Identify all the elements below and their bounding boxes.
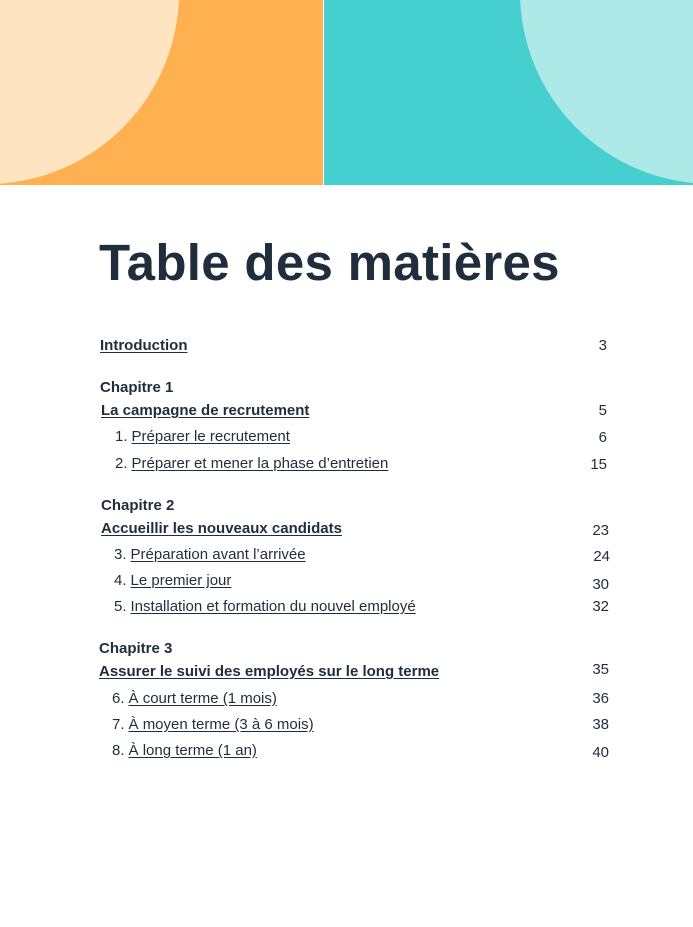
toc-item-link[interactable]: Préparer le recrutement bbox=[131, 428, 290, 445]
toc-introduction-page: 3 bbox=[598, 337, 607, 354]
toc-item-3-page: 24 bbox=[593, 548, 610, 565]
toc-item-link[interactable]: À long terme (1 an) bbox=[128, 742, 257, 759]
toc-item-link[interactable]: À moyen terme (3 à 6 mois) bbox=[128, 716, 314, 733]
toc-item-link[interactable]: Installation et formation du nouvel employé bbox=[130, 598, 416, 615]
toc-item-number: 7. bbox=[112, 716, 125, 733]
toc-item-3[interactable] bbox=[114, 546, 306, 564]
toc-item-7-page: 38 bbox=[592, 716, 609, 733]
toc-item-number: 4. bbox=[114, 572, 127, 589]
toc-item-link[interactable]: Préparer et mener la phase d’entretien bbox=[131, 455, 389, 472]
toc-item-8-page: 40 bbox=[592, 744, 609, 761]
banner-orange-panel bbox=[0, 0, 323, 185]
toc-item-5[interactable] bbox=[114, 598, 416, 616]
toc-item-link[interactable]: Préparation avant l’arrivée bbox=[130, 546, 306, 563]
page-title: Table des matières bbox=[99, 234, 560, 291]
chapter-2-heading: Chapitre 2 bbox=[101, 497, 175, 514]
toc-item-number: 2. bbox=[115, 455, 128, 472]
toc-item-6-page: 36 bbox=[592, 690, 609, 707]
toc-item-link[interactable]: À court terme (1 mois) bbox=[128, 690, 277, 707]
toc-item-7[interactable] bbox=[112, 716, 314, 734]
chapter-3-heading: Chapitre 3 bbox=[99, 640, 173, 657]
chapter-1-page: 5 bbox=[598, 402, 607, 419]
toc-item-2-page: 15 bbox=[590, 456, 607, 473]
toc-introduction-link[interactable]: Introduction bbox=[100, 337, 188, 354]
toc-item-4[interactable] bbox=[114, 572, 231, 590]
toc-item-5-page: 32 bbox=[592, 598, 609, 615]
chapter-1-title[interactable] bbox=[101, 402, 309, 420]
toc-item-number: 6. bbox=[112, 690, 125, 707]
banner-light-teal-circle bbox=[520, 0, 693, 184]
toc-item-number: 5. bbox=[114, 598, 127, 615]
toc-item-4-page: 30 bbox=[592, 576, 609, 593]
toc-item-6[interactable] bbox=[112, 690, 277, 708]
toc-item-number: 8. bbox=[112, 742, 125, 759]
toc-item-2[interactable] bbox=[115, 455, 388, 473]
header-banner bbox=[0, 0, 693, 185]
toc-item-8[interactable] bbox=[112, 742, 257, 760]
toc-item-number: 1. bbox=[115, 428, 128, 445]
chapter-3-page: 35 bbox=[592, 661, 609, 678]
chapter-2-page: 23 bbox=[592, 522, 609, 539]
toc-item-link[interactable]: Le premier jour bbox=[130, 572, 232, 589]
toc-introduction[interactable] bbox=[100, 337, 187, 355]
chapter-1-heading: Chapitre 1 bbox=[100, 379, 174, 396]
toc-item-1[interactable] bbox=[115, 428, 290, 446]
banner-teal-panel bbox=[324, 0, 693, 185]
chapter-2-title-link[interactable]: Accueillir les nouveaux candidats bbox=[101, 520, 342, 537]
toc-item-number: 3. bbox=[114, 546, 127, 563]
chapter-3-title[interactable] bbox=[99, 663, 439, 681]
chapter-3-title-link[interactable]: Assurer le suivi des employés sur le long terme bbox=[99, 663, 440, 680]
chapter-1-title-link[interactable]: La campagne de recrutement bbox=[101, 402, 310, 419]
banner-peach-circle bbox=[0, 0, 179, 184]
toc-item-1-page: 6 bbox=[598, 429, 607, 446]
chapter-2-title[interactable] bbox=[101, 520, 342, 538]
